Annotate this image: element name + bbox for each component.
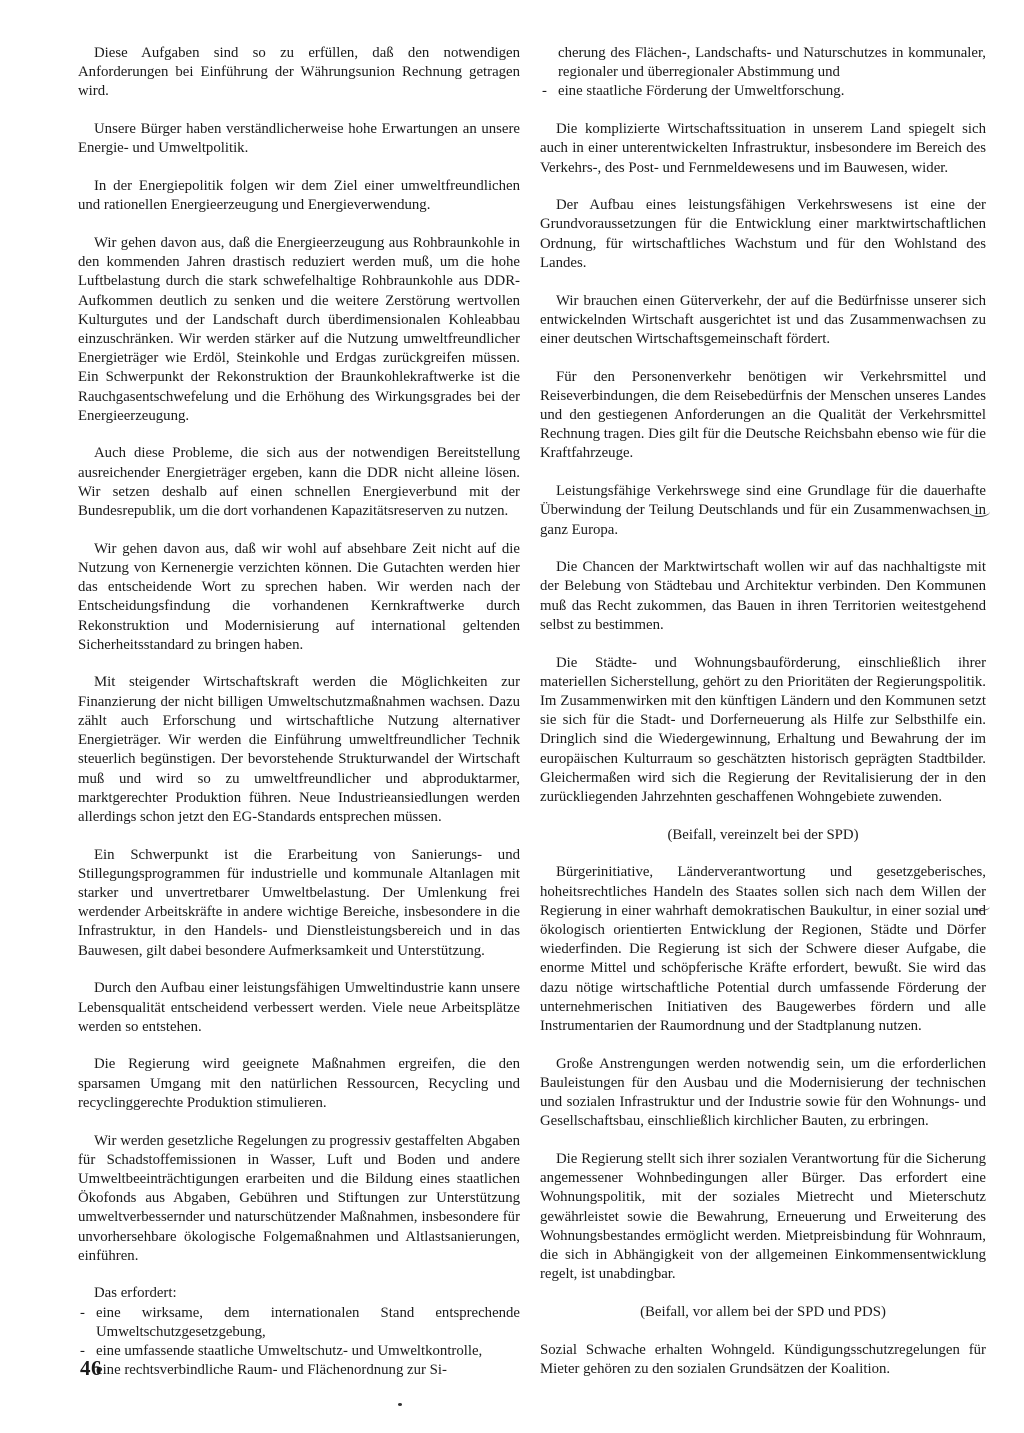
paragraph: Durch den Aufbau einer leistungsfähigen Umweltindustrie kann unsere Lebensqualität entscheidend verbessert werden. Viele neue Arbeitsplätze werden so entstehen. [78,980,520,1035]
requirements-list-continued [540,44,986,102]
list-item: - eine umfassende staatliche Umweltschutz- und Umweltkontrolle, [78,1342,520,1361]
list-item: - eine staatliche Förderung der Umweltforschung. [540,82,986,101]
paragraph: Auch diese Probleme, die sich aus der notwendigen Bereitstellung ausreichender Energieträger ergeben, kann die DDR nicht alleine lösen. Wir setzen deshalb auf einen schnellen Energieverbund mit der Bundesrepublik, um die dort vorhandenen Kapazitätsreserven zu nutzen. [78,445,520,520]
paragraph: Die Chancen der Marktwirtschaft wollen wir auf das nachhaltigste mit der Belebung von Städtebau und Architektur verbinden. Den Kommunen muß das Recht zukommen, das Bauen in ihren Territorien weitestgehend selbst zu bestimmen. [540,559,986,633]
right-column [540,44,986,1398]
list-item: - eine rechtsverbindliche Raum- und Flächenordnung zur Si- [78,1361,520,1380]
left-column [78,44,520,1399]
paragraph: Die Städte- und Wohnungsbauförderung, einschließlich ihrer materiellen Sicherstellung, gehört zu den Prioritäten der Regierungspolitik. Im Zusammenwirken mit den künftigen Ländern und den Kommunen setzt sie sich für die Stadt- und Dorferneuerung als Hilfe zur Selbsthilfe ein. Dringlich sind die Wiedergewinnung, Erhaltung und Bewahrung der im europäischen Kulturraum so geschätzten historisch geprägten Stadtbilder. Gleichermaßen wird sich die Regierung der Revitalisierung der in den zurückliegenden Jahrzehnten geschaffenen Wohngebiete zuwenden. [540,654,986,805]
applause-note: (Beifall, vor allem bei der SPD und PDS) [640,1303,886,1320]
paragraph: Wir gehen davon aus, daß wir wohl auf absehbare Zeit nicht auf die Nutzung von Kernenergie verzichten können. Die Gutachten werden hier das entscheidende Wort zu sprechen haben. Wir werden nach der Entscheidungsfindung die vorhandenen Kernkraftwerke durch Rekonstruktion und Modernisierung auf international geltenden Sicherheitsstandard zu bringen haben. [78,540,520,653]
paragraph: Wir brauchen einen Güterverkehr, der auf die Bedürfnisse unserer sich entwickelnden Wirtschaft ausgerichtet ist und das Zusammenwachsen zu einer deutschen Wirtschaftsgemeinschaft fördert. [540,292,986,347]
scan-mark [972,902,990,911]
applause-note: (Beifall, vereinzelt bei der SPD) [667,826,859,843]
paragraph: Wir gehen davon aus, daß die Energieerzeugung aus Rohbraunkohle in den kommenden Jahren drastisch reduziert werden muß, um die hohe Luftbelastung durch die stark schwefelhaltige Rohbraunkohle aus DDR-Aufkommen deutlich zu senken und die weitere Zerstörung wertvollen Kulturgutes und der Landschaft durch überdimensionalen Kohleabbau einzuschränken. Wir werden stärker auf die Nutzung umweltfreundlicher Energieträger wie Erdöl, Steinkohle und Erdgas zurückgreifen müssen. Ein Schwerpunkt der Rekonstruktion der Braunkohlekraftwerke ist die Rauchgasentschwefelung und die Erhöhung des Wirkungsgrades bei der Energieerzeugung. [78,234,520,424]
paragraph: Die Regierung stellt sich ihrer sozialen Verantwortung für die Sicherung angemessener Wohnbedingungen aller Bürger. Das erfordert eine Wohnungspolitik, mit der soziales Mietrecht und Mieterschutz gewährleistet sowie die Bewahrung, Erneuerung und Erweiterung des Wohnungsbestandes ermöglicht werden. Mietpreisbindung für Wohnraum, die sich in Abhängigkeit von der allgemeinen Einkommensentwicklung regelt, ist unabdingbar. [540,1151,986,1283]
list-item: - eine wirksame, dem internationalen Stand entsprechende Umweltschutzgesetzgebung, [78,1304,520,1342]
page-number: 46 [80,1356,102,1380]
paragraph: Unsere Bürger haben verständlicherweise hohe Erwartungen an unsere Energie- und Umweltpolitik. [78,121,520,157]
requirements-list [78,1304,520,1381]
paragraph: Die komplizierte Wirtschaftssituation in unserem Land spiegelt sich auch in einer unterentwickelten Infrastruktur, insbesondere im Bereich des Verkehrs-, des Post- und Fernmeldewesens und im Bauwesen, wider. [540,121,986,176]
paragraph: Diese Aufgaben sind so zu erfüllen, daß den notwendigen Anforderungen bei Einführung der Währungsunion Rechnung getragen wird. [78,45,520,100]
paragraph: Große Anstrengungen werden notwendig sein, um die erforderlichen Bauleistungen für den Ausbau und die Modernisierung der technischen und sozialen Infrastruktur und der Industrie sowie für den Wohnungs- und Gesellschaftsbau, einschließlich kirchlicher Bauten, zu erbringen. [540,1055,986,1130]
paragraph: Ein Schwerpunkt ist die Erarbeitung von Sanierungs- und Stillegungsprogrammen für industrielle und kommunale Altanlagen mit starker und unvertretbarer Umweltbelastung. Der Umlenkung frei werdender Arbeitskräfte in andere wichtige Bereiche, insbesondere in die Infrastruktur, in den Handels- und Dienstleistungsbereich und in das Bauwesen, gilt dabei besondere Aufmerksamkeit und Unterstützung. [78,846,520,959]
paragraph: Wir werden gesetzliche Regelungen zu progressiv gestaffelten Abgaben für Schadstoffemissionen in Wasser, Luft und Boden und andere Umweltbeeinträchtigungen erarbeiten und die Bildung eines staatlichen Ökofonds aus Abgaben, Gebühren und Stiftungen zur Unterstützung umweltverbessernder und naturschützender Maßnahmen, insbesondere für unvorhersehbare ökologische Folgemaßnahmen und Altlastsanierungen, einführen. [78,1132,520,1264]
paragraph: Leistungsfähige Verkehrswege sind eine Grundlage für die dauerhafte Überwindung der Teilung Deutschlands und für ein Zusammenwachsen in ganz Europa. [540,483,986,538]
paragraph: Bürgerinitiative, Länderverantwortung und gesetzgeberisches, hoheitsrechtliches Handeln des Staates sollen sich nach dem Willen der Regierung in einer wahrhaft demokratischen Baukultur, in einer sozial und ökologisch orientierten Entwicklung der Regionen, Städte und Dörfer wiederfinden. Die Regierung ist sich der Schwere dieser Aufgabe, die enorme Mittel und schöpferische Kräfte erfordert, bewußt. Sie wird das dazu nötige wirtschaftliche Potential durch umfassende Förderung der unternehmerischen Initiativen des Baugewerbes fördern und alle Instrumentarien der Raumordnung und der Stadtplanung nutzen. [540,864,986,1035]
list-intro: Das erfordert: [94,1285,177,1302]
paragraph: Die Regierung wird geeignete Maßnahmen ergreifen, die den sparsamen Umgang mit den natürlichen Ressourcen, Recycling und recyclinggerechte Produktion stimulieren. [78,1056,520,1111]
paragraph: Der Aufbau eines leistungsfähigen Verkehrswesens ist eine der Grundvoraussetzungen für die Entwicklung einer marktwirtschaftlichen Ordnung, für wirtschaftliches Wachstum und für den Wohlstand des Landes. [540,197,986,271]
paragraph: Für den Personenverkehr benötigen wir Verkehrsmittel und Reiseverbindungen, die dem Reisebedürfnis der Menschen unseres Landes und den gestiegenen Anforderungen an die Qualität der Verkehrsmittel Rechnung tragen. Dies gilt für die Deutsche Reichsbahn ebenso wie für die Kraftfahrzeuge. [540,368,986,462]
paragraph: Sozial Schwache erhalten Wohngeld. Kündigungsschutzregelungen für Mieter gehören zu den sozialen Grundsätzen der Koalition. [540,1341,986,1377]
paragraph: In der Energiepolitik folgen wir dem Ziel einer umweltfreundlichen und rationellen Energieerzeugung und Energieverwendung. [78,178,520,214]
scan-speck [398,1403,402,1406]
paragraph: Mit steigender Wirtschaftskraft werden die Möglichkeiten zur Finanzierung der nicht billigen Umweltschutzmaßnahmen wachsen. Dazu zählt auch Erforschung und wirtschaftliche Nutzung alternativer Energieträger. Wir werden die Einführung umweltfreundlicher Technik steuerlich begünstigen. Der bevorstehende Strukturwandel der Wirtschaft muß und wird so zu umweltfreundlicher und abproduktarmer, marktgerechter Produktion führen. Neue Industrieansiedlungen werden allerdings schon jetzt den EG-Standards entsprechen müssen. [78,674,520,825]
scan-mark [968,506,990,517]
list-item: cherung des Flächen-, Landschafts- und Naturschutzes in kommunaler, regionaler und überregionaler Abstimmung und [558,45,986,81]
